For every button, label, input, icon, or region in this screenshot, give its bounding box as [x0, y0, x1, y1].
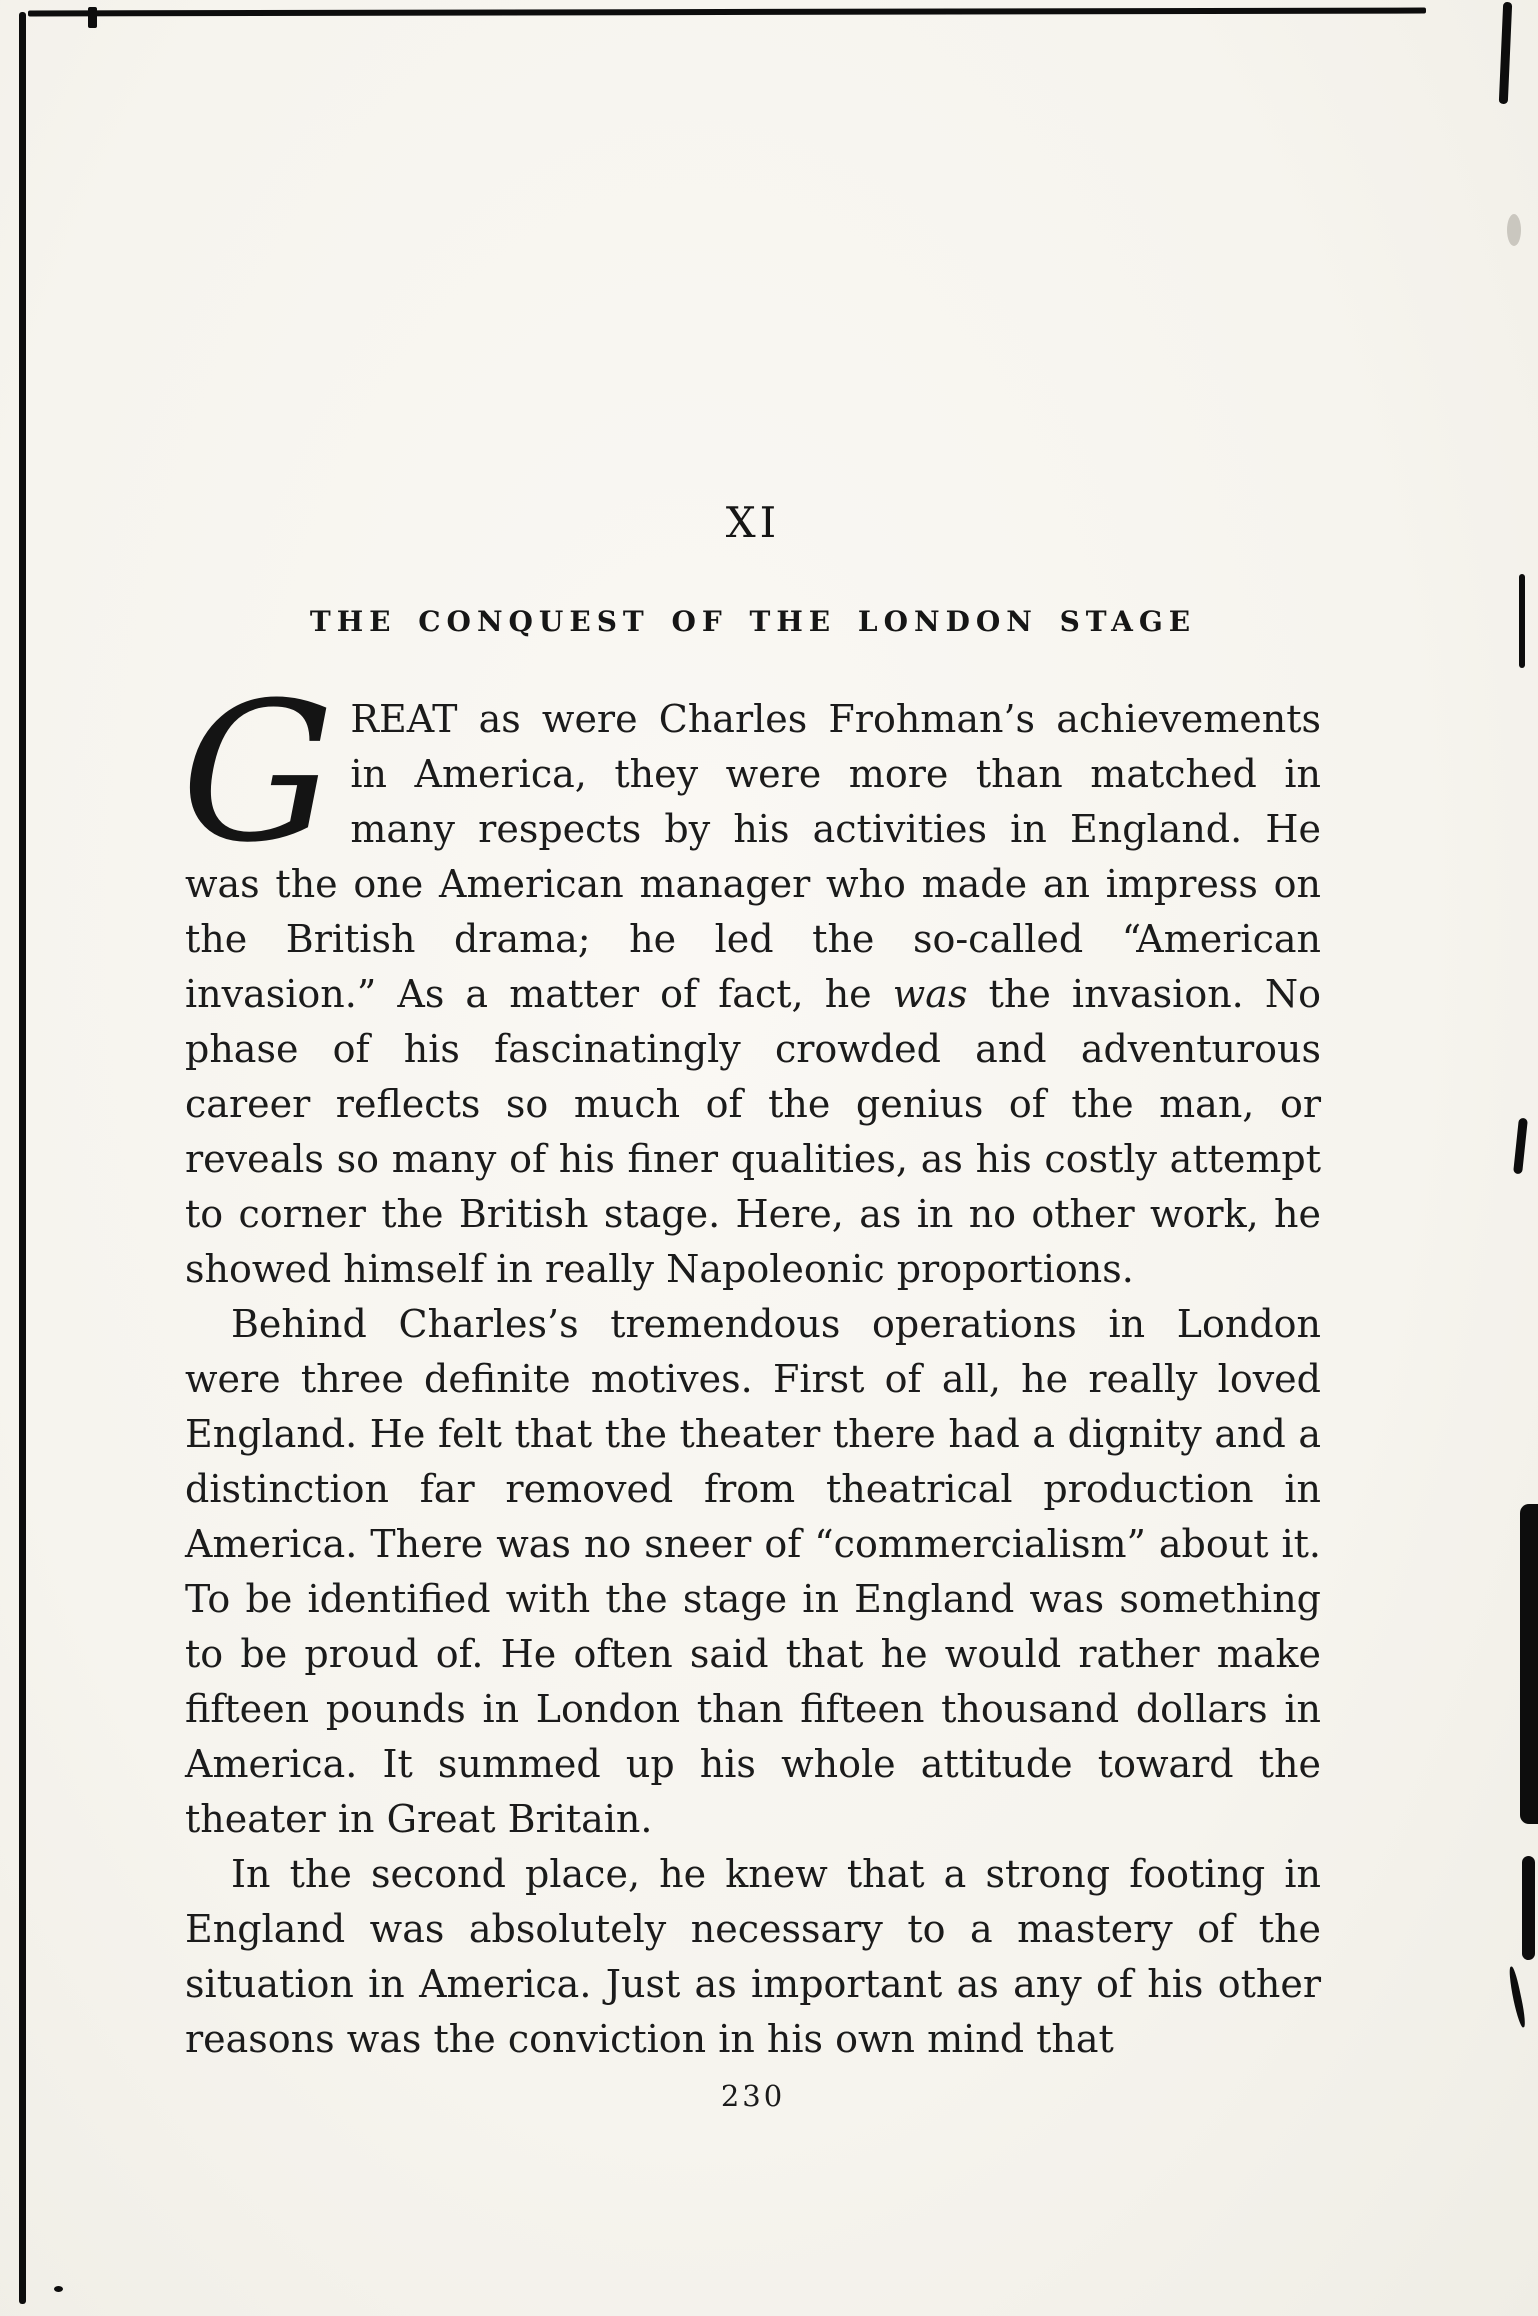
paragraph-1-text: REAT as were Charles Frohman’s achievements in America, they were more than matched in many respects by his activities in England. He was the one American manager who made an impress on the British drama; he led the so-called “American invasion.” As a matter of fact, he [185, 697, 1321, 1016]
scan-artifact-right-large-blob [1520, 1504, 1538, 1824]
paragraph-3: In the second place, he knew that a strong footing in England was absolutely necessary to a mastery of the situation in America. Just as important as any of his other reasons was the conviction in his own mind that [185, 1852, 1321, 2061]
scan-artifact-bottom-left-dot [54, 2286, 63, 2292]
scan-artifact-left-edge-line [19, 12, 26, 2304]
scan-artifact-top-left-tick [88, 7, 97, 28]
text-column [181, 0, 1321, 2113]
chapter-number: XI [725, 498, 781, 547]
scan-artifact-right-hook [1507, 1966, 1528, 2028]
paragraph-1-text-cont: the invasion. No phase of his fascinatingly crowded and adventurous career reflects so much of the genius of the man, or reveals so many of his finer qualities, as his costly attempt to corner the British stage. Here, as in no other work, he showed himself in really Napoleonic proportions. [185, 972, 1321, 1291]
scan-artifact-right-smudge [1507, 214, 1521, 246]
page-number: 230 [720, 2079, 786, 2113]
scan-artifact-top-right-hook [1499, 2, 1512, 104]
chapter-title: THE CONQUEST OF THE LONDON STAGE [309, 605, 1197, 638]
scan-artifact-right-dash [1519, 574, 1525, 668]
italic-word-was: was [892, 972, 968, 1016]
paragraph-2: Behind Charles’s tremendous operations in London were three definite motives. First of all, he really loved England. He felt that the theater there had a dignity and a distinction far removed from theatrical production in America. There was no sneer of “commercialism” about it. To be identified with the stage in England was something to be proud of. He often said that he would rather make fifteen pounds in London than fifteen thousand dollars in America. It summed up his whole attitude toward the theater in Great Britain. [185, 1302, 1321, 1841]
scan-artifact-right-second-blob [1522, 1856, 1535, 1960]
dropcap-letter: G [181, 662, 335, 885]
scan-artifact-right-small-mark [1513, 1118, 1528, 1175]
paragraph-1 [181, 662, 1321, 1297]
